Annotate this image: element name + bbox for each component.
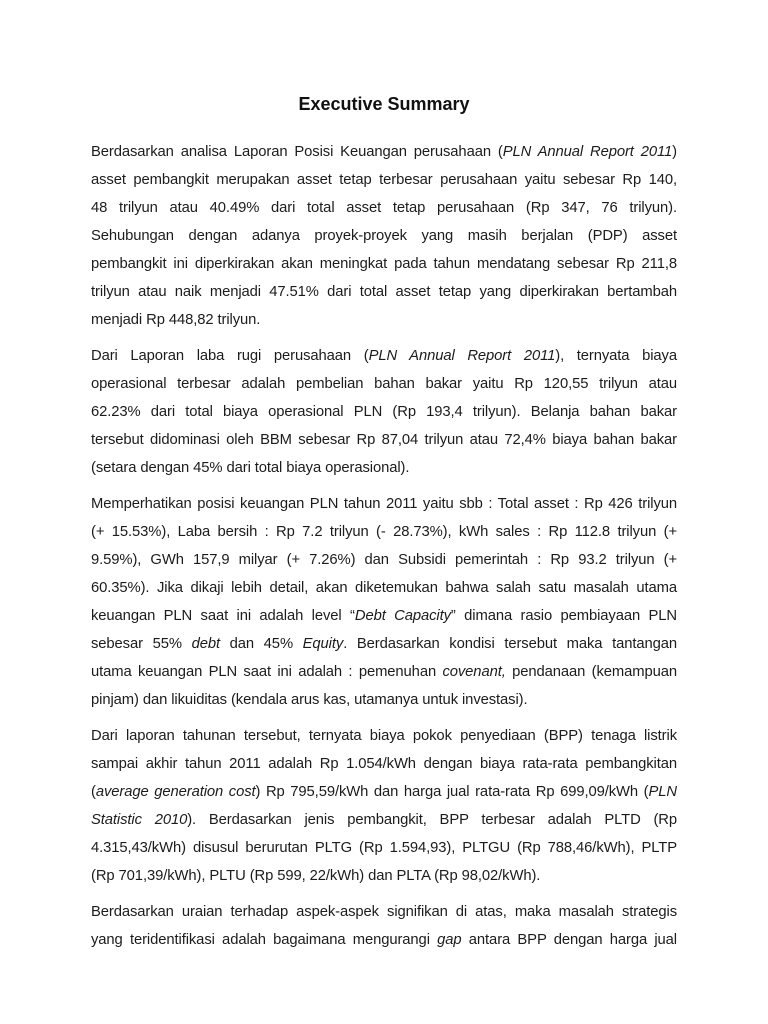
text-line <box>91 490 677 518</box>
text-segment: 60.35%). Jika dikaji lebih detail, akan diketemukan bahwa salah satu masalah utama <box>91 580 677 596</box>
text-segment: Memperhatikan posisi keuangan PLN tahun 2011 yaitu sbb : Total asset : Rp 426 trilyun <box>91 496 677 512</box>
paragraph-1 <box>91 138 677 334</box>
document-title: Executive Summary <box>298 94 470 114</box>
italic-text: Statistic 2010 <box>91 812 188 828</box>
text-segment: pembangkit ini diperkirakan akan meningkat pada tahun mendatang sebesar Rp 211,8 <box>91 256 677 272</box>
paragraph-4 <box>91 722 677 890</box>
text-segment: antara BPP dengan harga jual <box>461 932 677 948</box>
paragraph-3 <box>91 490 677 714</box>
text-segment: pinjam) dan likuiditas (kendala arus kas, utamanya untuk investasi). <box>91 692 528 708</box>
text-segment: ” dimana rasio pembiayaan PLN <box>450 608 678 624</box>
text-segment: ) <box>672 144 677 160</box>
text-line <box>91 750 677 778</box>
italic-text: PLN Annual Report 2011 <box>502 144 673 160</box>
text-segment: 48 trilyun atau 40.49% dari total asset tetap perusahaan (Rp 347, 76 trilyun). <box>91 200 677 216</box>
text-line <box>91 778 677 806</box>
text-segment: yang teridentifikasi adalah bagaimana mengurangi <box>91 932 438 948</box>
text-line <box>91 342 677 370</box>
text-line <box>91 306 677 334</box>
text-segment: sampai akhir tahun 2011 adalah Rp 1.054/kWh dengan biaya rata-rata pembangkitan <box>91 756 677 772</box>
text-segment: 62.23% dari total biaya operasional PLN (Rp 193,4 trilyun). Belanja bahan bakar <box>91 404 677 420</box>
text-segment: 4.315,43/kWh) disusul berurutan PLTG (Rp 1.594,93), PLTGU (Rp 788,46/kWh), PLTP <box>91 840 677 856</box>
text-line <box>91 926 677 954</box>
text-line <box>91 630 677 658</box>
italic-text: covenant, <box>442 664 506 680</box>
text-line <box>91 454 677 482</box>
text-line <box>91 278 677 306</box>
text-line <box>91 574 677 602</box>
text-segment: Dari laporan tahunan tersebut, ternyata biaya pokok penyediaan (BPP) tenaga listrik <box>91 728 677 744</box>
text-segment: . Berdasarkan kondisi tersebut maka tantangan <box>343 636 677 652</box>
text-segment: ( <box>91 784 96 800</box>
document-body <box>91 138 677 962</box>
text-line <box>91 166 677 194</box>
paragraph-5 <box>91 898 677 954</box>
text-segment: Berdasarkan analisa Laporan Posisi Keuangan perusahaan ( <box>91 144 503 160</box>
text-segment: (setara dengan 45% dari total biaya operasional). <box>91 460 410 476</box>
italic-text: PLN Annual Report 2011 <box>368 348 556 364</box>
text-line <box>91 546 677 574</box>
text-segment: asset pembangkit merupakan asset tetap terbesar perusahaan yaitu sebesar Rp 140, <box>91 172 677 188</box>
text-line <box>91 898 677 926</box>
text-segment: keuangan PLN saat ini adalah level “ <box>91 608 355 624</box>
text-line <box>91 194 677 222</box>
text-line <box>91 602 677 630</box>
text-line <box>91 658 677 686</box>
text-segment: Dari Laporan laba rugi perusahaan ( <box>91 348 369 364</box>
text-segment: dan 45% <box>219 636 303 652</box>
text-line <box>91 138 677 166</box>
text-line <box>91 222 677 250</box>
text-segment: operasional terbesar adalah pembelian bahan bakar yaitu Rp 120,55 trilyun atau <box>91 376 677 392</box>
italic-text: debt <box>191 636 220 652</box>
text-line <box>91 806 677 834</box>
text-segment: (Rp 701,39/kWh), PLTU (Rp 599, 22/kWh) dan PLTA (Rp 98,02/kWh). <box>91 868 541 884</box>
text-line <box>91 370 677 398</box>
text-line <box>91 426 677 454</box>
italic-text: Debt Capacity <box>354 608 451 624</box>
text-line <box>91 722 677 750</box>
text-line <box>91 686 677 714</box>
text-segment: menjadi Rp 448,82 trilyun. <box>91 312 261 328</box>
text-segment: ) Rp 795,59/kWh dan harga jual rata-rata Rp 699,09/kWh ( <box>255 784 649 800</box>
text-line <box>91 398 677 426</box>
text-segment: pendanaan (kemampuan <box>505 664 677 680</box>
text-segment: Sehubungan dengan adanya proyek-proyek yang masih berjalan (PDP) asset <box>91 228 677 244</box>
italic-text: average generation cost <box>95 784 256 800</box>
text-segment: sebesar 55% <box>91 636 192 652</box>
text-line <box>91 834 677 862</box>
text-line <box>91 518 677 546</box>
text-segment: trilyun atau naik menjadi 47.51% dari total asset tetap yang diperkirakan bertambah <box>91 284 677 300</box>
text-segment: tersebut didominasi oleh BBM sebesar Rp 87,04 trilyun atau 72,4% biaya bahan bakar <box>91 432 677 448</box>
text-segment: ). Berdasarkan jenis pembangkit, BPP terbesar adalah PLTD (Rp <box>187 812 677 828</box>
italic-text: Equity <box>302 636 344 652</box>
text-segment: (+ 15.53%), Laba bersih : Rp 7.2 trilyun (- 28.73%), kWh sales : Rp 112.8 trilyun (+ <box>91 524 677 540</box>
text-line <box>91 862 677 890</box>
text-segment: ), ternyata biaya <box>555 348 677 364</box>
paragraph-2 <box>91 342 677 482</box>
text-segment: utama keuangan PLN saat ini adalah : pemenuhan <box>91 664 443 680</box>
italic-text: gap <box>437 932 462 948</box>
text-segment: Berdasarkan uraian terhadap aspek-aspek signifikan di atas, maka masalah strategis <box>91 904 677 920</box>
italic-text: PLN <box>648 784 677 800</box>
text-segment: 9.59%), GWh 157,9 milyar (+ 7.26%) dan Subsidi pemerintah : Rp 93.2 trilyun (+ <box>91 552 677 568</box>
text-line <box>91 250 677 278</box>
